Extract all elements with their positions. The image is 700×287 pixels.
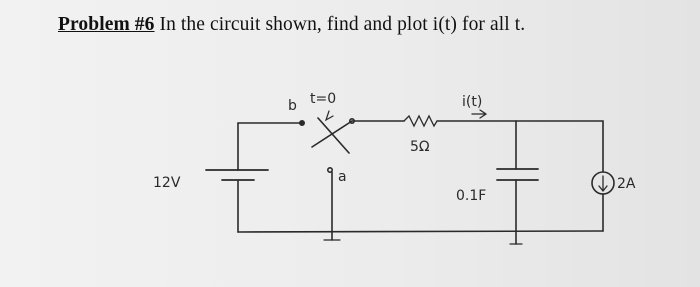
- current-source-arrow: [599, 176, 607, 191]
- source-voltage-label: 12V: [153, 175, 181, 191]
- node-b-label: b: [288, 98, 297, 114]
- wire-bottom: [238, 231, 603, 232]
- capacitor-label: 0.1F: [456, 188, 487, 204]
- current-arrow: [472, 110, 486, 118]
- switch-arrow: [326, 111, 333, 120]
- resistor-label: 5Ω: [410, 139, 430, 155]
- wire-right-top: [516, 121, 603, 172]
- problem-label: Problem #6: [58, 14, 155, 35]
- switch-time-label: t=0: [310, 91, 337, 107]
- current-source-label: 2A: [617, 176, 636, 192]
- resistor-symbol: [404, 116, 437, 126]
- current-label: i(t): [462, 94, 483, 110]
- problem-text: In the circuit shown, find and plot i(t) for all t.: [159, 14, 526, 35]
- switch-blade-cross: [318, 118, 349, 153]
- node-a-label: a: [338, 169, 347, 185]
- switch-terminal-b: [300, 121, 304, 125]
